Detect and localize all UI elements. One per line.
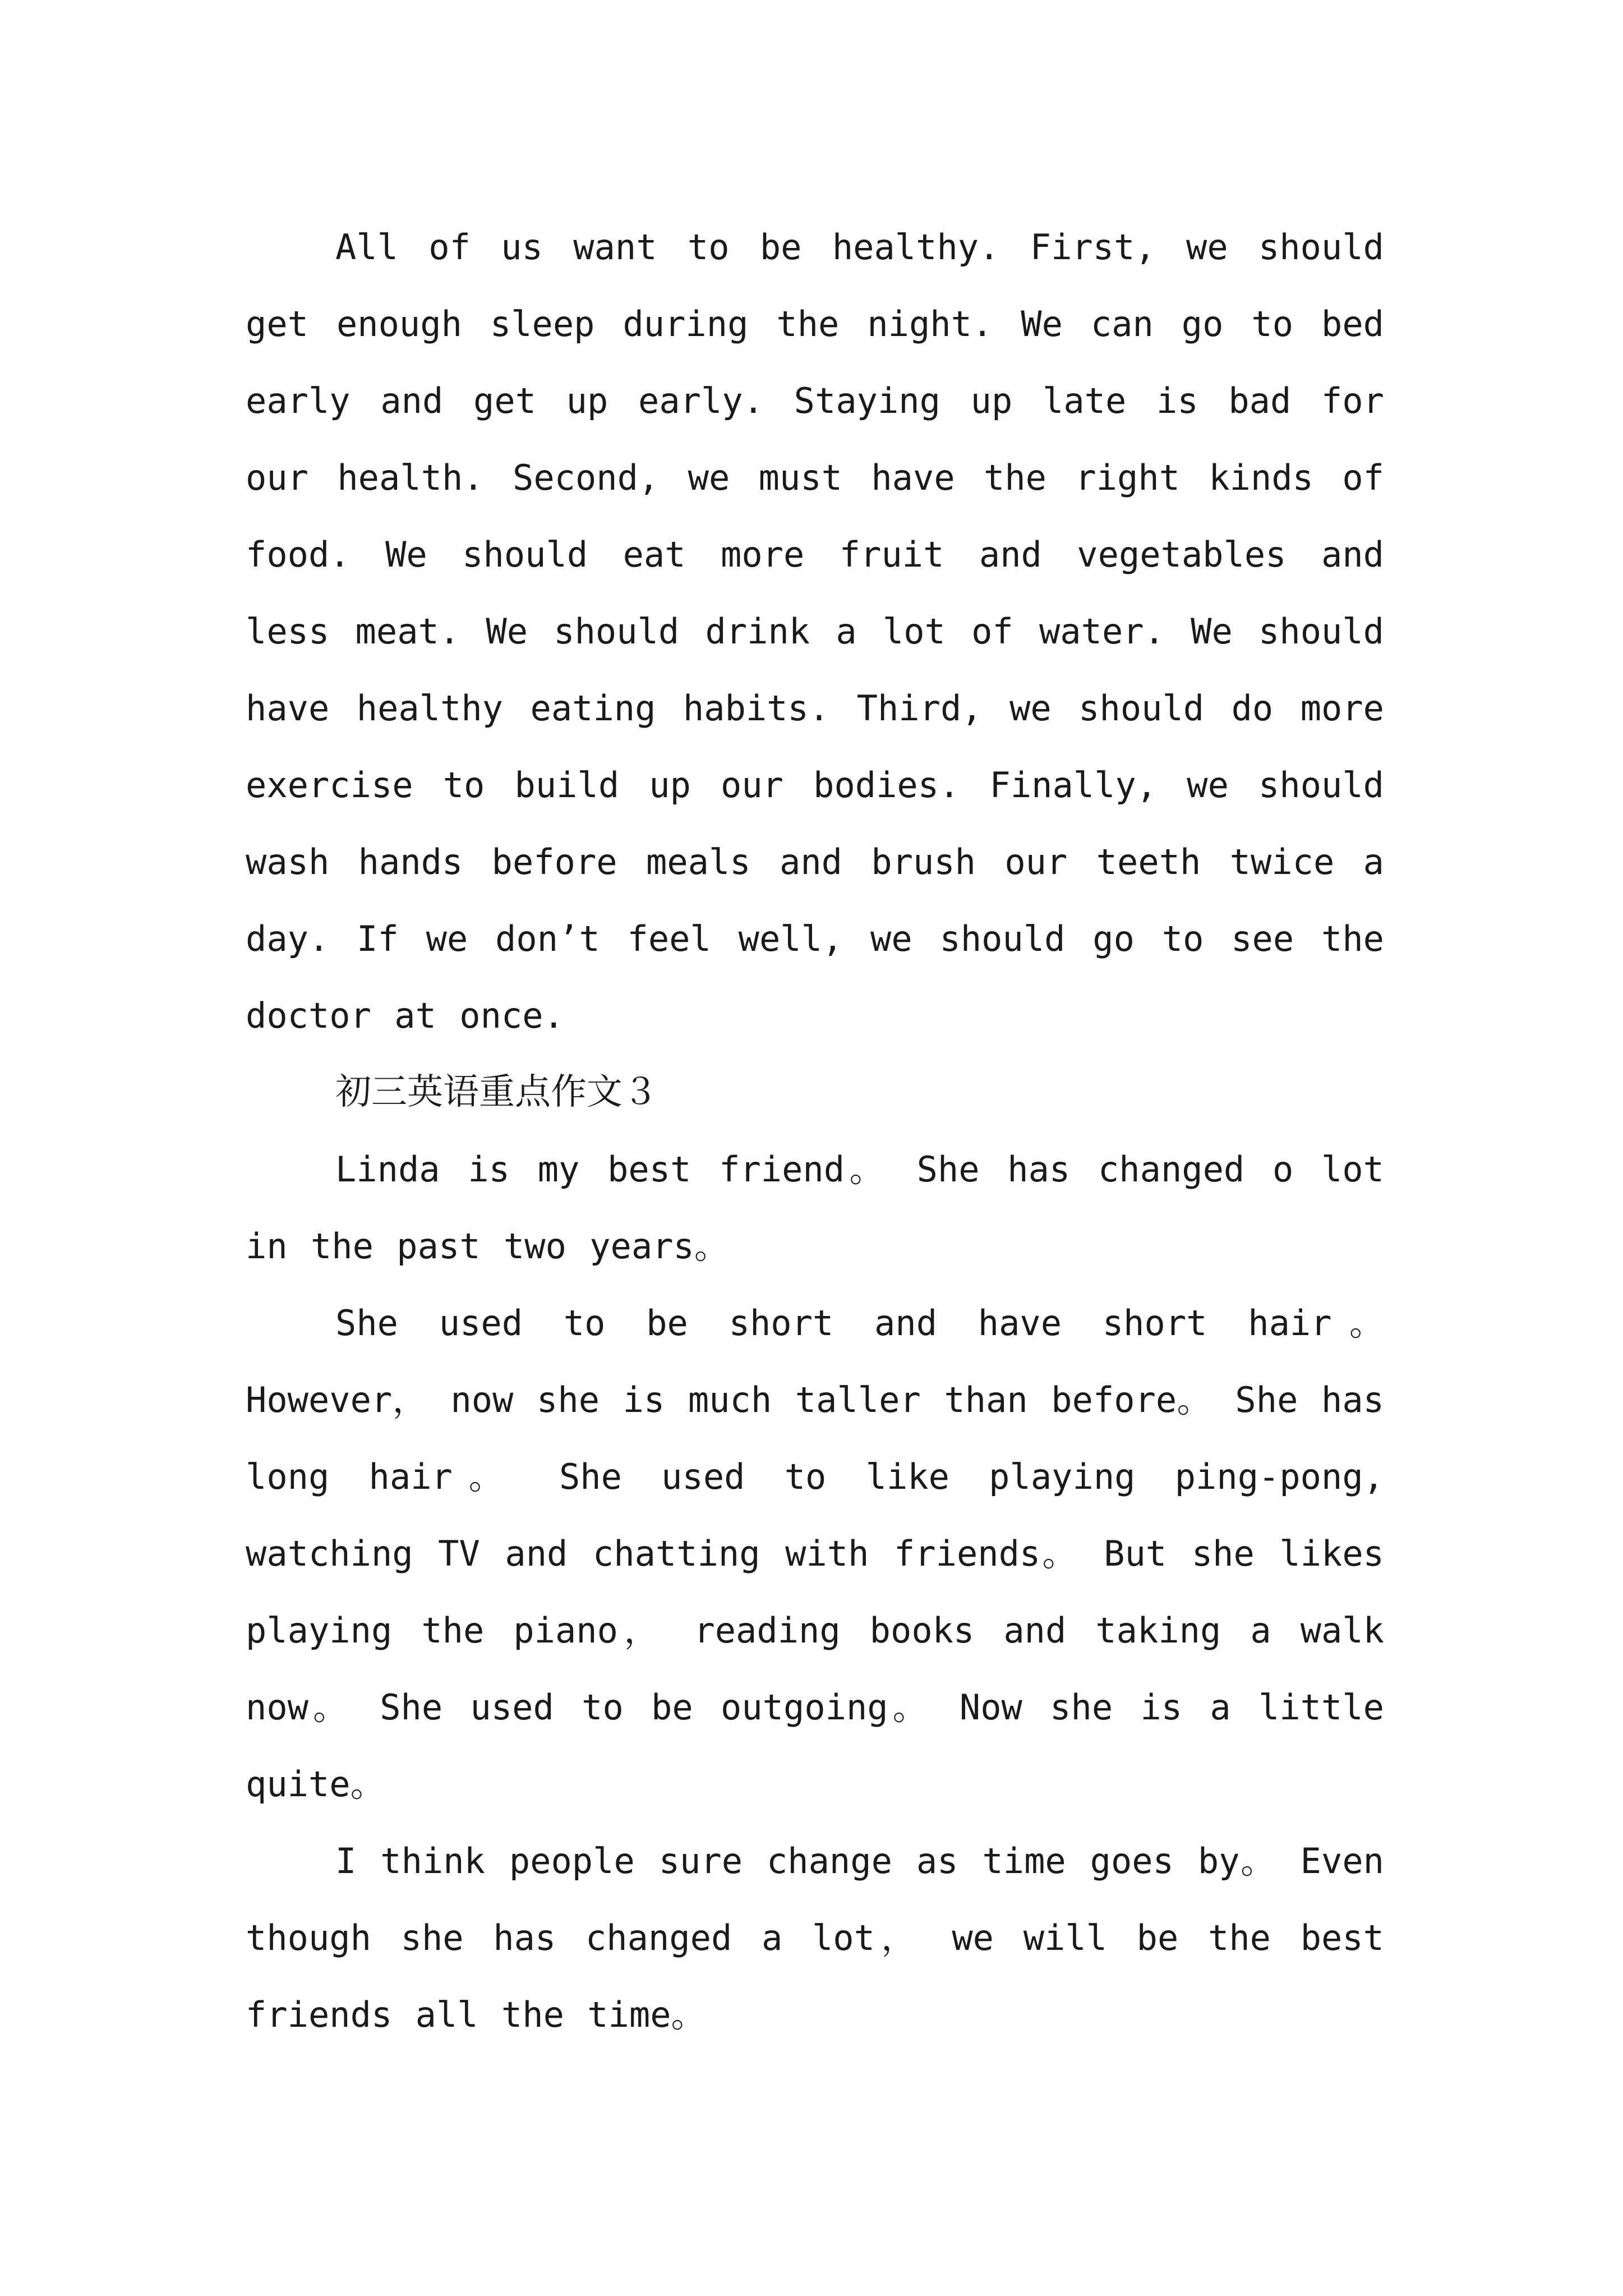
document-body [246, 209, 1384, 2053]
paragraph-linda-changes: She used to be short and have short hair。 However， now she is much taller than before。 She has long hair。 She used to like playing ping-pong, watching TV and chatting with friends。 But she likes playing the piano， reading books and taking a walk now。 She used to be outgoing。 Now she is a little quite。 [246, 1303, 1384, 1805]
section-heading: 初三英语重点作文３ [335, 1071, 658, 1113]
paragraph-linda-intro: Linda is my best friend。 She has changed o lot in the past two years。 [246, 1149, 1384, 1267]
paragraph-health: All of us want to be healthy. First, we should get enough sleep during the night. We can go to bed early and get up early. Staying up late is bad for our health. Second, we must have the right kinds of food. We should eat more fruit and vegetables and less meat. We should drink a lot of water. We should have healthy eating habits. Third, we should do more exercise to build up our bodies. Finally, we should wash hands before meals and brush our teeth twice a day. If we don’t feel well, we should go to see the doctor at once. [246, 227, 1384, 1036]
paragraph-conclusion: I think people sure change as time goes by。 Even though she has changed a lot， we will be the best friends all the time。 [246, 1841, 1384, 2035]
